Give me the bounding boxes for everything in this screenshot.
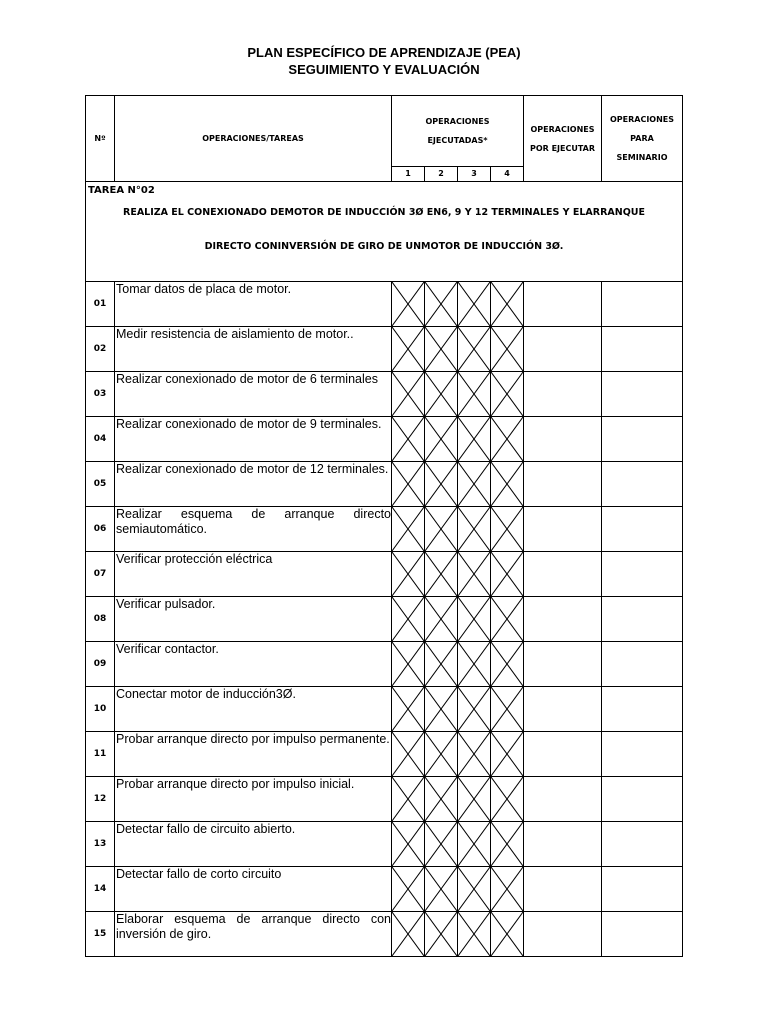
operation-text-cell: [115, 462, 392, 507]
executed-3-crossed-cell: [458, 597, 491, 642]
operation-text: Probar arranque directo por impulso inicial.: [116, 777, 355, 791]
executed-4-crossed-cell: [491, 912, 524, 957]
table-row: [86, 732, 683, 777]
executed-4-crossed-cell: [491, 822, 524, 867]
table-row: [86, 597, 683, 642]
table-row: [86, 552, 683, 597]
executed-3-crossed-cell: [458, 282, 491, 327]
executed-2-crossed-cell: [425, 462, 458, 507]
executed-3-crossed-cell: [458, 552, 491, 597]
pending-cell: [524, 507, 602, 552]
executed-4-crossed-cell: [491, 552, 524, 597]
executed-3-crossed-cell: [458, 912, 491, 957]
row-number: 07: [86, 552, 115, 597]
operation-text-cell: [115, 327, 392, 372]
executed-4-crossed-cell: [491, 732, 524, 777]
executed-1-crossed-cell: [392, 282, 425, 327]
table-row: [86, 822, 683, 867]
executed-1-crossed-cell: [392, 552, 425, 597]
operation-text-cell: [115, 282, 392, 327]
operation-text: Detectar fallo de circuito abierto.: [116, 822, 296, 836]
header-num: Nº: [86, 96, 115, 182]
row-number: 01: [86, 282, 115, 327]
table-row: [86, 912, 683, 957]
row-number: 08: [86, 597, 115, 642]
operation-text-cell: [115, 867, 392, 912]
executed-3-crossed-cell: [458, 462, 491, 507]
table-row: [86, 687, 683, 732]
table-row: [86, 282, 683, 327]
executed-4-crossed-cell: [491, 417, 524, 462]
operation-text-cell: [115, 822, 392, 867]
pending-cell: [524, 732, 602, 777]
row-number: 09: [86, 642, 115, 687]
operation-text: Realizar conexionado de motor de 12 terminales.: [116, 462, 389, 476]
executed-1-crossed-cell: [392, 777, 425, 822]
table-row: [86, 507, 683, 552]
seminar-cell: [602, 867, 683, 912]
seminar-cell: [602, 507, 683, 552]
task-row: [86, 182, 683, 282]
row-number: 03: [86, 372, 115, 417]
header-pending: [524, 96, 602, 182]
executed-2-crossed-cell: [425, 822, 458, 867]
executed-2-crossed-cell: [425, 732, 458, 777]
operation-text: Tomar datos de placa de motor.: [116, 282, 292, 296]
executed-4-crossed-cell: [491, 462, 524, 507]
operation-text-cell: [115, 687, 392, 732]
executed-1-crossed-cell: [392, 372, 425, 417]
executed-3-crossed-cell: [458, 687, 491, 732]
operation-text-cell: [115, 417, 392, 462]
executed-3-crossed-cell: [458, 327, 491, 372]
seminar-cell: [602, 642, 683, 687]
subcolumn-1: 1: [392, 167, 425, 182]
pending-cell: [524, 327, 602, 372]
operation-text-cell: [115, 372, 392, 417]
row-number: 02: [86, 327, 115, 372]
executed-3-crossed-cell: [458, 777, 491, 822]
document-subtitle: SEGUIMIENTO Y EVALUACIÓN: [288, 62, 480, 77]
executed-2-crossed-cell: [425, 372, 458, 417]
executed-4-crossed-cell: [491, 687, 524, 732]
seminar-cell: [602, 327, 683, 372]
pending-cell: [524, 462, 602, 507]
document-title: PLAN ESPECÍFICO DE APRENDIZAJE (PEA): [247, 45, 521, 60]
executed-2-crossed-cell: [425, 912, 458, 957]
subcolumn-2: 2: [425, 167, 458, 182]
table-row: [86, 642, 683, 687]
header-executed-line2: EJECUTADAS*: [427, 136, 488, 145]
operation-text-cell: [115, 642, 392, 687]
header-seminar-line1: OPERACIONES: [609, 115, 675, 124]
pending-cell: [524, 282, 602, 327]
operation-text: Verificar contactor.: [116, 642, 219, 656]
executed-1-crossed-cell: [392, 327, 425, 372]
operation-text: Verificar protección eléctrica: [116, 552, 273, 566]
operation-text-cell: [115, 777, 392, 822]
executed-3-crossed-cell: [458, 822, 491, 867]
executed-1-crossed-cell: [392, 687, 425, 732]
executed-2-crossed-cell: [425, 507, 458, 552]
seminar-cell: [602, 372, 683, 417]
seminar-cell: [602, 552, 683, 597]
header-row: [86, 96, 683, 167]
row-number: 11: [86, 732, 115, 777]
pending-cell: [524, 642, 602, 687]
executed-2-crossed-cell: [425, 642, 458, 687]
task-id: TAREA N°02: [88, 185, 155, 196]
executed-4-crossed-cell: [491, 282, 524, 327]
seminar-cell: [602, 912, 683, 957]
executed-3-crossed-cell: [458, 507, 491, 552]
table-row: [86, 327, 683, 372]
header-seminar-line2: PARA: [630, 134, 654, 143]
table-row: [86, 777, 683, 822]
operation-text: Detectar fallo de corto circuito: [116, 867, 282, 881]
header-executed: [392, 96, 524, 167]
executed-3-crossed-cell: [458, 417, 491, 462]
seminar-cell: [602, 732, 683, 777]
table-row: [86, 867, 683, 912]
executed-1-crossed-cell: [392, 822, 425, 867]
executed-3-crossed-cell: [458, 372, 491, 417]
operation-text: Realizar conexionado de motor de 9 terminales.: [116, 417, 382, 431]
table-row: [86, 462, 683, 507]
operation-text: Realizar conexionado de motor de 6 terminales: [116, 372, 378, 386]
row-number: 13: [86, 822, 115, 867]
operation-text: Probar arranque directo por impulso permanente.: [116, 732, 390, 746]
seminar-cell: [602, 417, 683, 462]
executed-1-crossed-cell: [392, 867, 425, 912]
row-number: 05: [86, 462, 115, 507]
executed-4-crossed-cell: [491, 867, 524, 912]
executed-2-crossed-cell: [425, 417, 458, 462]
executed-2-crossed-cell: [425, 552, 458, 597]
operation-text: Elaborar esquema de arranque directo con inversión de giro.: [116, 912, 391, 941]
executed-1-crossed-cell: [392, 912, 425, 957]
table-row: [86, 372, 683, 417]
executed-1-crossed-cell: [392, 642, 425, 687]
executed-2-crossed-cell: [425, 597, 458, 642]
executed-2-crossed-cell: [425, 867, 458, 912]
subcolumn-4: 4: [491, 167, 524, 182]
executed-4-crossed-cell: [491, 597, 524, 642]
executed-2-crossed-cell: [425, 327, 458, 372]
pending-cell: [524, 597, 602, 642]
executed-1-crossed-cell: [392, 732, 425, 777]
task-title-line1: REALIZA EL CONEXIONADO DEMOTOR DE INDUCCIÓN 3Ø EN6, 9 Y 12 TERMINALES Y ELARRANQUE: [123, 207, 645, 218]
header-pending-line2: POR EJECUTAR: [529, 143, 596, 153]
seminar-cell: [602, 462, 683, 507]
row-number: 04: [86, 417, 115, 462]
executed-4-crossed-cell: [491, 327, 524, 372]
operation-text-cell: [115, 732, 392, 777]
header-executed-line1: OPERACIONES: [425, 117, 490, 126]
table-row: [86, 417, 683, 462]
pending-cell: [524, 822, 602, 867]
executed-3-crossed-cell: [458, 642, 491, 687]
operation-text-cell: [115, 912, 392, 957]
task-cell: [86, 182, 683, 282]
pending-cell: [524, 552, 602, 597]
executed-1-crossed-cell: [392, 462, 425, 507]
operation-text-cell: [115, 597, 392, 642]
operation-text: Verificar pulsador.: [116, 597, 216, 611]
seminar-cell: [602, 822, 683, 867]
pending-cell: [524, 912, 602, 957]
header-pending-line1: OPERACIONES: [530, 124, 595, 134]
executed-1-crossed-cell: [392, 507, 425, 552]
header-seminar: [602, 96, 683, 182]
row-number: 12: [86, 777, 115, 822]
operation-text: Conectar motor de inducción3Ø.: [116, 687, 296, 701]
pending-cell: [524, 417, 602, 462]
row-number: 14: [86, 867, 115, 912]
executed-2-crossed-cell: [425, 777, 458, 822]
executed-3-crossed-cell: [458, 732, 491, 777]
operation-text: Realizar esquema de arranque directo semiautomático.: [116, 507, 391, 536]
seminar-cell: [602, 777, 683, 822]
seminar-cell: [602, 282, 683, 327]
row-number: 15: [86, 912, 115, 957]
pending-cell: [524, 777, 602, 822]
operation-text-cell: [115, 552, 392, 597]
pending-cell: [524, 372, 602, 417]
executed-4-crossed-cell: [491, 372, 524, 417]
evaluation-table: [85, 95, 683, 957]
row-number: 06: [86, 507, 115, 552]
executed-3-crossed-cell: [458, 867, 491, 912]
executed-4-crossed-cell: [491, 777, 524, 822]
header-seminar-line3: SEMINARIO: [616, 153, 668, 162]
header-operations: OPERACIONES/TAREAS: [115, 96, 392, 182]
seminar-cell: [602, 687, 683, 732]
task-title-line2: DIRECTO CONINVERSIÓN DE GIRO DE UNMOTOR DE INDUCCIÓN 3Ø.: [204, 241, 564, 252]
pending-cell: [524, 867, 602, 912]
executed-2-crossed-cell: [425, 687, 458, 732]
seminar-cell: [602, 597, 683, 642]
subcolumn-3: 3: [458, 167, 491, 182]
executed-1-crossed-cell: [392, 417, 425, 462]
pending-cell: [524, 687, 602, 732]
operation-text: Medir resistencia de aislamiento de motor..: [116, 327, 354, 341]
executed-1-crossed-cell: [392, 597, 425, 642]
row-number: 10: [86, 687, 115, 732]
executed-2-crossed-cell: [425, 282, 458, 327]
executed-4-crossed-cell: [491, 507, 524, 552]
operation-text-cell: [115, 507, 392, 552]
executed-4-crossed-cell: [491, 642, 524, 687]
